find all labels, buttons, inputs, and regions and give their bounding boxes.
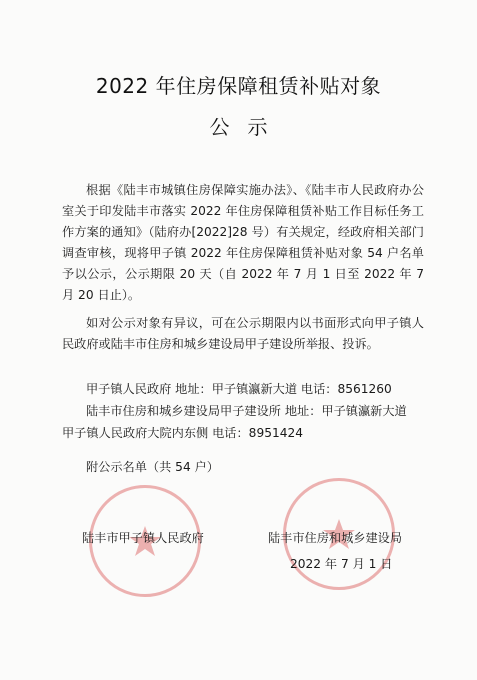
attachment-note: 附公示名单（共 54 户） [86,460,219,474]
signer-housing-bureau: 陆丰市住房和城乡建设局 [268,531,403,545]
document-title: 2022 年住房保障租赁补贴对象 [95,74,382,98]
signer-town-government: 陆丰市甲子镇人民政府 [82,531,204,545]
paragraph-basis: 根据《陆丰市城镇住房保障实施办法》、《陆丰市人民政府办公室关于印发陆丰市落实 2022 年住房保障租赁补贴工作目标任务工作方案的通知》（陆府办[2022]28 号）有关规定，经政府相关部门调查审核，现将甲子镇 2022 年住房保障租赁补贴对象 54 户名单予以公示，公示期限 20 天（自 2022 年 7 月 1 日至 2022 年 7 月 20 日止）。 [62,183,424,302]
contact-construction-office-cont: 甲子镇人民政府大院内东侧 电话：8951424 [62,426,303,440]
document-subtitle: 公示 [209,115,286,139]
signature-date: 2022 年 7 月 1 日 [290,557,393,571]
contact-town-government: 甲子镇人民政府 地址：甲子镇瀛新大道 电话：8561260 [86,382,392,396]
contact-construction-office: 陆丰市住房和城乡建设局甲子建设所 地址：甲子镇瀛新大道 [86,404,407,418]
paragraph-objection: 如对公示对象有异议，可在公示期限内以书面形式向甲子镇人民政府或陆丰市住房和城乡建设局甲子建设所举报、投诉。 [62,316,424,351]
